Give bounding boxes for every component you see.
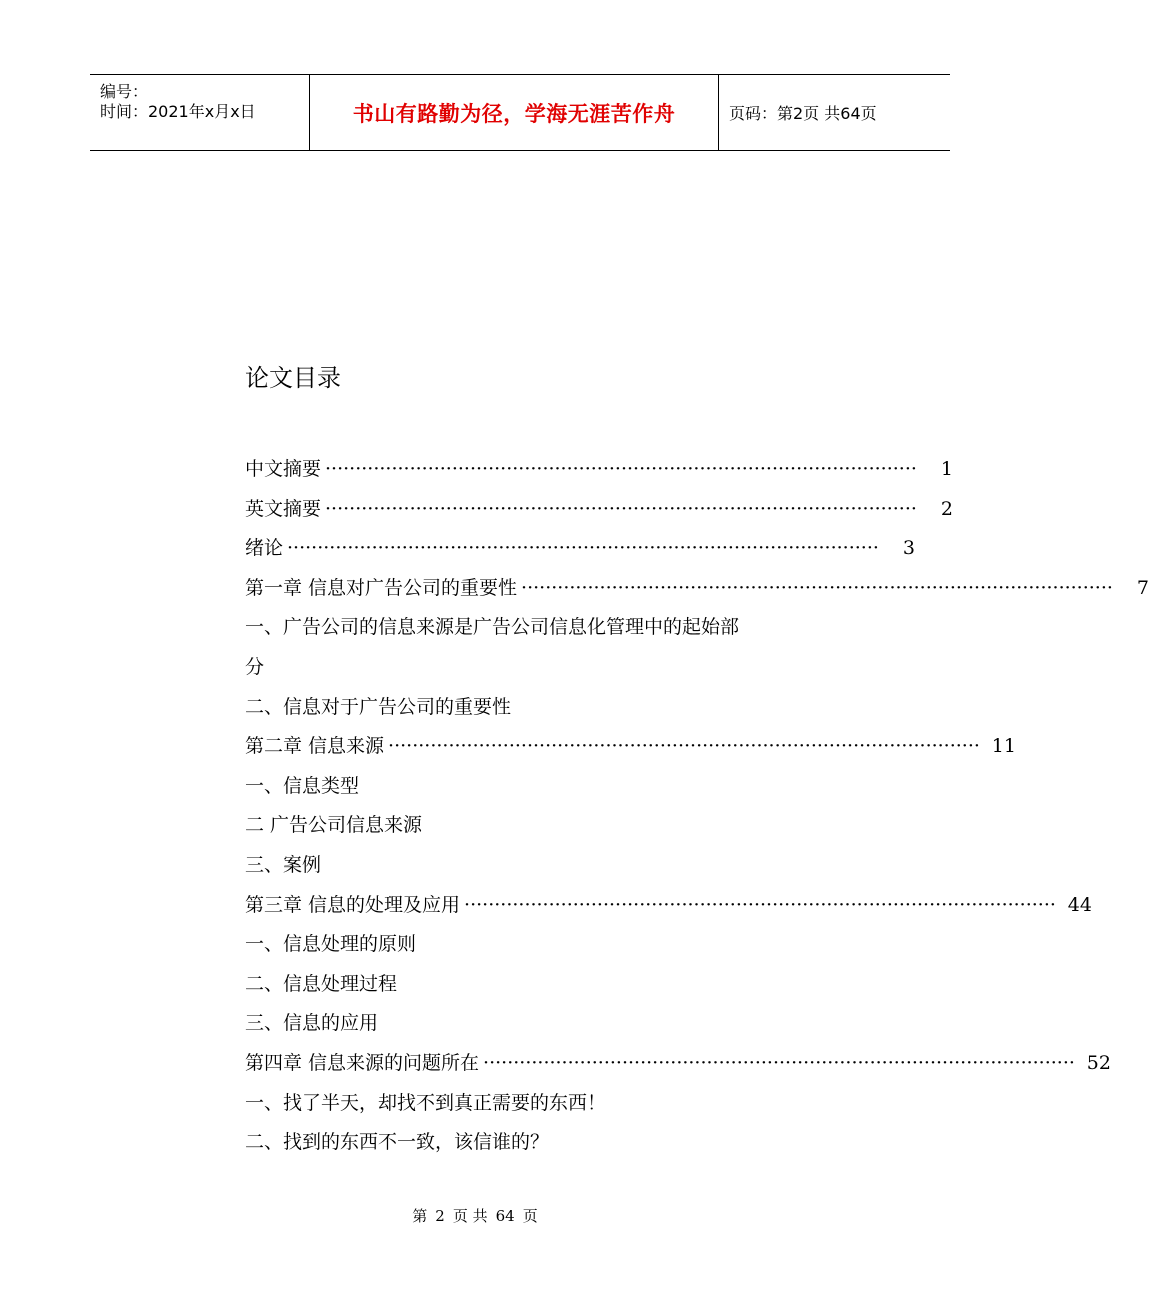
toc-subentry[interactable] <box>245 1006 805 1046</box>
toc-leader-dots: ·································································································· <box>325 497 917 520</box>
toc-subentry-label: 一、信息类型 <box>245 774 360 797</box>
toc-subentry-label: 分 <box>245 655 265 678</box>
toc-entry-label: 中文摘要 <box>245 458 322 480</box>
toc-entry-label: 第二章 信息来源 <box>245 735 385 758</box>
toc-entry-page: 44 <box>1067 893 1092 916</box>
toc-entry[interactable] <box>245 1046 1111 1086</box>
toc-subentry[interactable] <box>245 967 805 1007</box>
toc-entry[interactable] <box>245 492 953 532</box>
code-label: 编号： <box>100 82 149 101</box>
toc-leader-dots: ·································································································· <box>388 735 980 758</box>
toc-entry[interactable] <box>245 452 953 492</box>
page-header <box>90 74 950 151</box>
toc-subentry-label: 二、信息对于广告公司的重要性 <box>245 695 512 718</box>
toc-subentry[interactable] <box>245 769 805 809</box>
toc-entry-page: 7 <box>1136 576 1149 599</box>
toc-subentry[interactable] <box>245 808 805 848</box>
footer-page-number: 2 <box>435 1207 445 1225</box>
toc-entry-page: 2 <box>940 497 953 520</box>
toc-entry[interactable] <box>245 571 1149 611</box>
footer-pre: 第 <box>412 1207 428 1225</box>
toc-entry-label: 第四章 信息来源的问题所在 <box>245 1051 480 1074</box>
toc-subentry-label: 二、找到的东西不一致，该信谁的？ <box>245 1131 550 1154</box>
toc-entry-page: 52 <box>1086 1051 1111 1074</box>
toc-leader-dots: ·································································································· <box>521 576 1113 599</box>
toc-subentry[interactable] <box>245 927 805 967</box>
toc-subentry-label: 二、信息处理过程 <box>245 972 398 995</box>
table-of-contents <box>245 452 1149 1165</box>
footer-post: 页 <box>522 1207 538 1225</box>
toc-leader-dots: ·································································································· <box>287 537 879 560</box>
toc-entry-label: 绪论 <box>245 537 284 560</box>
header-motto-cell <box>310 75 719 150</box>
toc-entry-label: 英文摘要 <box>245 497 322 520</box>
toc-leader-dots: ·································································································· <box>325 458 917 480</box>
toc-subentry-label: 三、案例 <box>245 853 322 876</box>
toc-subentry-label: 二 广告公司信息来源 <box>245 814 423 837</box>
footer-total-pages: 64 <box>495 1207 515 1225</box>
toc-leader-dots: ·································································································· <box>483 1051 1075 1074</box>
toc-entry-page: 11 <box>991 735 1016 758</box>
header-page-cell <box>719 75 950 150</box>
page-title: 论文目录 <box>245 364 341 392</box>
toc-leader-dots: ·································································································· <box>464 893 1056 916</box>
toc-entry-page: 1 <box>940 458 953 480</box>
toc-subentry-label: 一、找了半天，却找不到真正需要的东西！ <box>245 1091 607 1114</box>
toc-entry[interactable] <box>245 531 915 571</box>
page-code: 页码：第2页 共64页 <box>729 104 877 123</box>
toc-entry[interactable] <box>245 888 1092 928</box>
time-label: 时间：2021年x月x日 <box>100 102 256 121</box>
header-info-cell <box>90 75 310 150</box>
page-footer <box>0 1205 950 1226</box>
toc-subentry-label: 一、信息处理的原则 <box>245 933 417 956</box>
toc-subentry-label: 三、信息的应用 <box>245 1012 379 1035</box>
motto: 书山有路勤为径，学海无涯苦作舟 <box>352 101 676 126</box>
toc-entry-label: 第三章 信息的处理及应用 <box>245 893 461 916</box>
toc-subentry[interactable] <box>245 1125 805 1165</box>
footer-mid: 页 共 <box>452 1207 488 1225</box>
toc-subentry[interactable] <box>245 690 805 730</box>
toc-entry-page: 3 <box>902 537 915 560</box>
toc-subentry[interactable] <box>245 1086 805 1126</box>
toc-subentry[interactable] <box>245 848 805 888</box>
toc-subentry[interactable] <box>245 610 805 650</box>
toc-entry-label: 第一章 信息对广告公司的重要性 <box>245 576 518 599</box>
toc-subentry-label: 一、广告公司的信息来源是广告公司信息化管理中的起始部 <box>245 616 740 639</box>
toc-subentry-continued <box>245 650 805 690</box>
toc-entry[interactable] <box>245 729 1016 769</box>
